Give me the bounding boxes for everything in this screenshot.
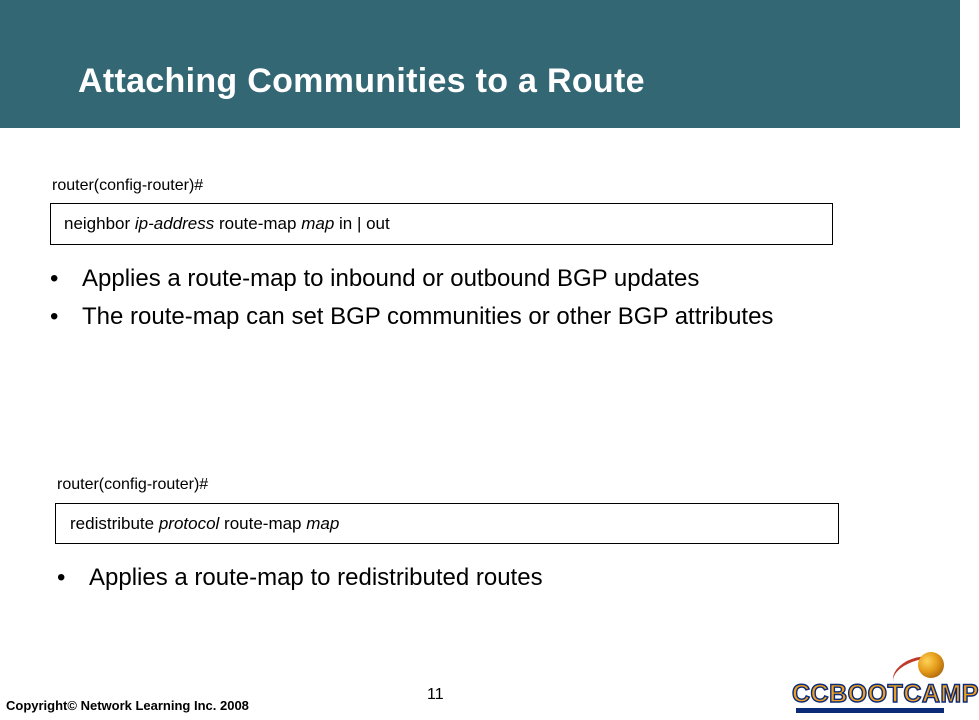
command-argument: map — [306, 513, 340, 533]
bullet-icon: • — [50, 303, 59, 330]
command-keyword: redistribute — [70, 513, 159, 533]
command-keyword: neighbor — [64, 214, 135, 233]
bullet-list-2 — [57, 559, 817, 597]
bullet-icon: • — [50, 265, 59, 292]
command-keyword: in | out — [334, 214, 390, 233]
bullet-item — [50, 260, 810, 298]
bullet-icon: • — [57, 564, 66, 591]
command-argument: protocol — [158, 513, 220, 533]
command-argument: map — [301, 214, 335, 233]
globe-icon — [918, 652, 944, 678]
bullet-text: Applies a route-map to inbound or outbound BGP updates — [82, 265, 700, 292]
bullet-item — [57, 559, 817, 597]
bullet-text: The route-map can set BGP communities or other BGP attributes — [82, 303, 774, 330]
command-argument: ip-address — [134, 214, 215, 233]
ccbootcamp-logo — [788, 648, 979, 716]
command-keyword: route-map — [214, 214, 302, 233]
command-keyword: route-map — [219, 513, 307, 533]
bullet-item — [50, 298, 810, 336]
command-box-neighbor — [50, 203, 833, 245]
slide-title: Attaching Communities to a Route — [78, 62, 645, 100]
page-number: 11 — [427, 686, 444, 703]
command-box-redistribute — [55, 503, 839, 544]
copyright-text: Copyright© Network Learning Inc. 2008 — [6, 698, 249, 713]
config-prompt-2: router(config-router)# — [57, 476, 209, 493]
config-prompt-1: router(config-router)# — [52, 177, 204, 194]
logo-wordmark: CCBOOTCAMP — [792, 680, 979, 708]
bullet-text: Applies a route-map to redistributed routes — [89, 564, 543, 591]
logo-underline — [796, 708, 944, 713]
bullet-list-1 — [50, 260, 810, 336]
